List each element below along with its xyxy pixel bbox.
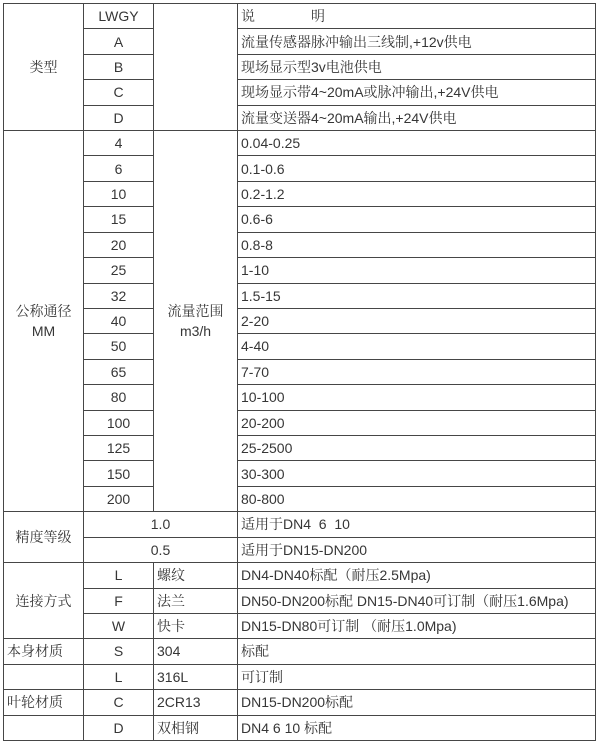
type-section-label: 类型 — [4, 4, 84, 131]
accuracy-value-1-0: 1.0 — [84, 512, 238, 537]
description-header: 说 明 — [238, 4, 596, 29]
type-section-middle-empty-cell — [154, 4, 238, 131]
accuracy-section-label: 精度等级 — [4, 512, 84, 563]
diameter-label-line2: MM — [31, 323, 56, 340]
body-material-desc-316l: 可订制 — [238, 665, 596, 690]
accuracy-desc-0-5: 适用于DN15-DN200 — [238, 538, 596, 563]
accuracy-value-0-5: 0.5 — [84, 538, 238, 563]
impeller-material-empty-label-cell — [4, 716, 84, 741]
flow-range-label-line2: m3/h — [179, 323, 212, 340]
impeller-material-desc-2cr13: DN15-DN200标配 — [238, 690, 596, 715]
type-desc-d: 流量变送器4~20mA输出,+24V供电 — [238, 106, 596, 131]
impeller-material-code-d: D — [84, 716, 154, 741]
diameter-label-line1: 公称通径 — [15, 302, 72, 319]
body-material-name-316l: 316L — [154, 665, 238, 690]
flow-range-cell: 25-2500 — [238, 436, 596, 461]
impeller-material-name-duplex: 双相钢 — [154, 716, 238, 741]
type-code-a: A — [84, 29, 154, 54]
connection-desc-flange: DN50-DN200标配 DN15-DN40可订制（耐压1.6Mpa) — [238, 589, 596, 614]
diameter-size-cell: 15 — [84, 207, 154, 232]
flow-range-cell: 1-10 — [238, 258, 596, 283]
flow-range-cell: 30-300 — [238, 461, 596, 486]
body-material-desc-304: 标配 — [238, 639, 596, 664]
diameter-size-cell: 40 — [84, 309, 154, 334]
diameter-size-cell: 32 — [84, 284, 154, 309]
diameter-section-label — [4, 131, 84, 512]
diameter-size-cell: 200 — [84, 487, 154, 512]
flow-range-cell: 10-100 — [238, 385, 596, 410]
impeller-material-code-c: C — [84, 690, 154, 715]
connection-desc-thread: DN4-DN40标配（耐压2.5Mpa) — [238, 563, 596, 588]
connection-code-w: W — [84, 614, 154, 639]
flow-range-cell: 1.5-15 — [238, 284, 596, 309]
diameter-size-cell: 65 — [84, 360, 154, 385]
diameter-size-cell: 6 — [84, 156, 154, 181]
diameter-size-cell: 10 — [84, 182, 154, 207]
type-desc-a: 流量传感器脉冲输出三线制,+12v供电 — [238, 29, 596, 54]
flow-range-cell: 4-40 — [238, 334, 596, 359]
connection-name-flange: 法兰 — [154, 589, 238, 614]
flow-range-cell: 0.1-0.6 — [238, 156, 596, 181]
diameter-size-cell: 25 — [84, 258, 154, 283]
type-code-c: C — [84, 80, 154, 105]
diameter-size-cell: 125 — [84, 436, 154, 461]
type-code-d: D — [84, 106, 154, 131]
impeller-material-name-2cr13: 2CR13 — [154, 690, 238, 715]
type-desc-c: 现场显示带4~20mA或脉冲输出,+24V供电 — [238, 80, 596, 105]
diameter-size-cell: 150 — [84, 461, 154, 486]
diameter-size-cell: 80 — [84, 385, 154, 410]
body-material-section-label: 本身材质 — [4, 639, 84, 664]
flow-range-cell: 80-800 — [238, 487, 596, 512]
impeller-material-desc-duplex: DN4 6 10 标配 — [238, 716, 596, 741]
flowmeter-spec-table — [3, 3, 596, 741]
flow-range-cell: 0.2-1.2 — [238, 182, 596, 207]
flow-range-cell: 7-70 — [238, 360, 596, 385]
flow-range-cell: 2-20 — [238, 309, 596, 334]
body-material-name-304: 304 — [154, 639, 238, 664]
impeller-material-section-label: 叶轮材质 — [4, 690, 84, 715]
connection-code-l: L — [84, 563, 154, 588]
diameter-size-cell: 20 — [84, 233, 154, 258]
type-code-b: B — [84, 55, 154, 80]
flow-range-cell: 0.8-8 — [238, 233, 596, 258]
connection-section-label: 连接方式 — [4, 563, 84, 639]
flow-range-cell: 20-200 — [238, 411, 596, 436]
connection-name-thread: 螺纹 — [154, 563, 238, 588]
model-code-header: LWGY — [84, 4, 154, 29]
flow-range-label-line1: 流量范围 — [167, 302, 224, 319]
diameter-size-cell: 4 — [84, 131, 154, 156]
connection-name-clamp: 快卡 — [154, 614, 238, 639]
flow-range-cell: 0.6-6 — [238, 207, 596, 232]
flow-range-column-label — [154, 131, 238, 512]
connection-code-f: F — [84, 589, 154, 614]
connection-desc-clamp: DN15-DN80可订制 （耐压1.0Mpa) — [238, 614, 596, 639]
body-material-code-l: L — [84, 665, 154, 690]
accuracy-desc-1-0: 适用于DN4 6 10 — [238, 512, 596, 537]
diameter-size-cell: 100 — [84, 411, 154, 436]
diameter-size-cell: 50 — [84, 334, 154, 359]
body-material-code-s: S — [84, 639, 154, 664]
body-material-empty-label-cell — [4, 665, 84, 690]
flow-range-cell: 0.04-0.25 — [238, 131, 596, 156]
type-desc-b: 现场显示型3v电池供电 — [238, 55, 596, 80]
